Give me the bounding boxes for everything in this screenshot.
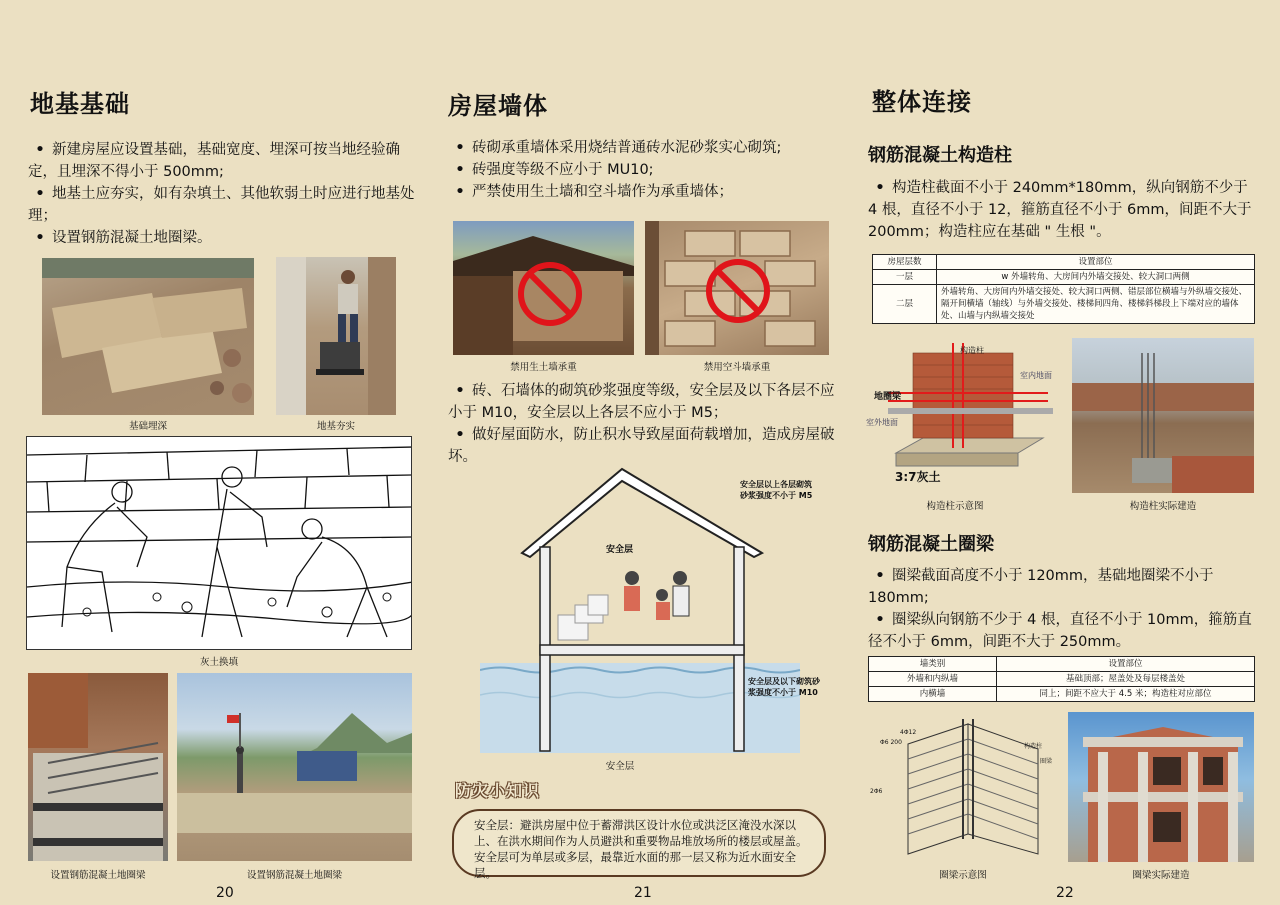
photo-caption: 禁用生土墙承重 [510, 362, 577, 373]
table-row [869, 687, 1255, 702]
bullet-item: • 设置钢筋混凝土地圈梁。 [28, 227, 418, 249]
diagram-caption: 构造柱示意图 [926, 501, 984, 512]
diagram-label: 圈梁 [1040, 758, 1053, 765]
hollow-wall-photo [645, 221, 829, 355]
table-header: 设置部位 [937, 255, 1255, 270]
annotation-line: 安全层以上各层砌筑 [740, 480, 812, 489]
ring-beam-photo [28, 673, 168, 861]
table-header: 墙类别 [869, 657, 997, 672]
bullet-item: • 砖强度等级不应小于 MU10; [448, 159, 838, 181]
section-heading: 钢筋混凝土构造柱 [868, 145, 1012, 166]
foundation-photo [42, 258, 254, 415]
bullet-item: • 严禁使用生土墙和空斗墙作为承重墙体； [448, 181, 838, 203]
photo-caption: 地基夯实 [316, 421, 355, 432]
table-cell: 一层 [873, 270, 937, 285]
compaction-photo [276, 257, 396, 415]
photo-caption: 基础埋深 [128, 421, 167, 432]
table-row [869, 672, 1255, 687]
bullet-item: • 圈梁截面高度不小于 120mm，基础地圈梁不小于 180mm; [868, 565, 1258, 609]
annotation-line: 浆强度不小于 M10 [748, 688, 818, 697]
table-cell: 外墙和内纵墙 [869, 672, 997, 687]
diagram-label: 室内地面 [1020, 371, 1052, 380]
safe-floor-diagram [480, 465, 813, 755]
bullet-list [448, 380, 838, 468]
photo-caption: 设置钢筋混凝土地圈梁 [50, 870, 146, 881]
bullet-item: • 砖、石墙体的砌筑砂浆强度等级，安全层及以下各层不应小于 M10，安全层以上各层不应小于 M5； [448, 380, 838, 424]
bullet-item: • 新建房屋应设置基础，基础宽度、埋深可按当地经验确定，且埋深不得小于 500mm; [28, 139, 418, 183]
diagram-label: 3:7灰土 [895, 470, 941, 484]
page-title: 整体连接 [872, 88, 972, 116]
photo-caption: 圈梁实际建造 [1132, 870, 1190, 881]
bullet-list [448, 137, 838, 203]
section-heading: 钢筋混凝土圈梁 [868, 534, 994, 555]
diagram-label: 2Φ6 [870, 788, 883, 795]
ring-beam-site-photo [177, 673, 412, 861]
bullet-item: • 圈梁纵向钢筋不少于 4 根，直径不小于 10mm，箍筋直径不小于 6mm，间距不大于 250mm。 [868, 609, 1258, 653]
raw-earth-wall-photo [453, 221, 634, 355]
safe-floor-label: 安全层 [606, 545, 634, 555]
table-row [873, 270, 1255, 285]
table-header: 房屋层数 [873, 255, 937, 270]
diagram-label: Φ6 200 [880, 739, 902, 746]
table-cell: 二层 [873, 285, 937, 324]
bullet-item: • 做好屋面防水，防止积水导致屋面荷载增加，造成房屋破坏。 [448, 424, 838, 468]
page-number: 22 [1056, 885, 1074, 901]
page-title: 房屋墙体 [448, 92, 548, 120]
photo-caption: 设置钢筋混凝土地圈梁 [246, 870, 342, 881]
ring-beam-location-table [868, 656, 1255, 702]
table-cell: 内横墙 [869, 687, 997, 702]
table-cell: 外墙转角、大房间内外墙交接处、较大洞口两侧、错层部位横墙与外纵墙交接处、隔开间横墙（轴线）与外墙交接处、楼梯间四角、楼梯斜梯段上下端对应的墙体处、山墙与内纵墙交接处 [937, 285, 1255, 324]
diagram-label: 室外地面 [866, 418, 898, 427]
diagram-label: 构造柱 [1024, 743, 1043, 750]
diagram-annotation [740, 479, 812, 501]
lime-soil-illustration [26, 436, 412, 650]
table-row [873, 285, 1255, 324]
ring-beam-building-photo [1068, 712, 1254, 862]
page-title: 地基基础 [30, 90, 130, 118]
bullet-list [868, 177, 1258, 243]
ring-beam-diagram [868, 714, 1058, 860]
bullet-item: • 地基土应夯实，如有杂填土、其他软弱土时应进行地基处理； [28, 183, 418, 227]
illustration-caption: 灰土换填 [199, 657, 238, 668]
table-cell: w 外墙转角、大房间内外墙交接处、较大洞口两侧 [937, 270, 1255, 285]
table-cell: 基础顶部；屋盖处及每层楼盖处 [997, 672, 1255, 687]
photo-caption: 构造柱实际建造 [1129, 501, 1197, 512]
table-cell: 同上；间距不应大于 4.5 米；构造柱对应部位 [997, 687, 1255, 702]
diagram-label: 构造柱 [960, 346, 984, 355]
knowledge-title: 防灾小知识 [455, 781, 541, 800]
column-site-photo [1072, 338, 1254, 493]
diagram-caption: 圈梁示意图 [939, 870, 987, 881]
bullet-list [28, 139, 418, 249]
bullet-item: • 构造柱截面不小于 240mm*180mm，纵向钢筋不少于 4 根，直径不小于 12，箍筋直径不小于 6mm，间距不大于 200mm；构造柱应在基础 " 生根 "。 [868, 177, 1258, 243]
annotation-line: 砂浆强度不小于 M5 [740, 491, 813, 500]
diagram-label: 地圈梁 [874, 392, 902, 402]
column-location-table [872, 254, 1255, 324]
bullet-list [868, 565, 1258, 653]
page-number: 20 [216, 885, 234, 901]
knowledge-box [452, 809, 826, 880]
page-number: 21 [634, 885, 652, 901]
diagram-caption: 安全层 [605, 761, 635, 772]
knowledge-text: 安全层：避洪房屋中位于蓄滞洪区设计水位或洪泛区淹没水深以上、在洪水期间作为人员避洪和重要物品堆放场所的楼层或屋盖。安全层可为单层或多层，最靠近水面的那一层又称为近水面安全层。 [474, 818, 808, 880]
annotation-line: 安全层及以下砌筑砂 [748, 677, 820, 686]
bullet-item: • 砖砌承重墙体采用烧结普通砖水泥砂浆实心砌筑; [448, 137, 838, 159]
diagram-annotation [748, 676, 820, 698]
photo-caption: 禁用空斗墙承重 [703, 362, 771, 373]
diagram-label: 4Φ12 [900, 729, 917, 736]
table-header: 设置部位 [997, 657, 1255, 672]
